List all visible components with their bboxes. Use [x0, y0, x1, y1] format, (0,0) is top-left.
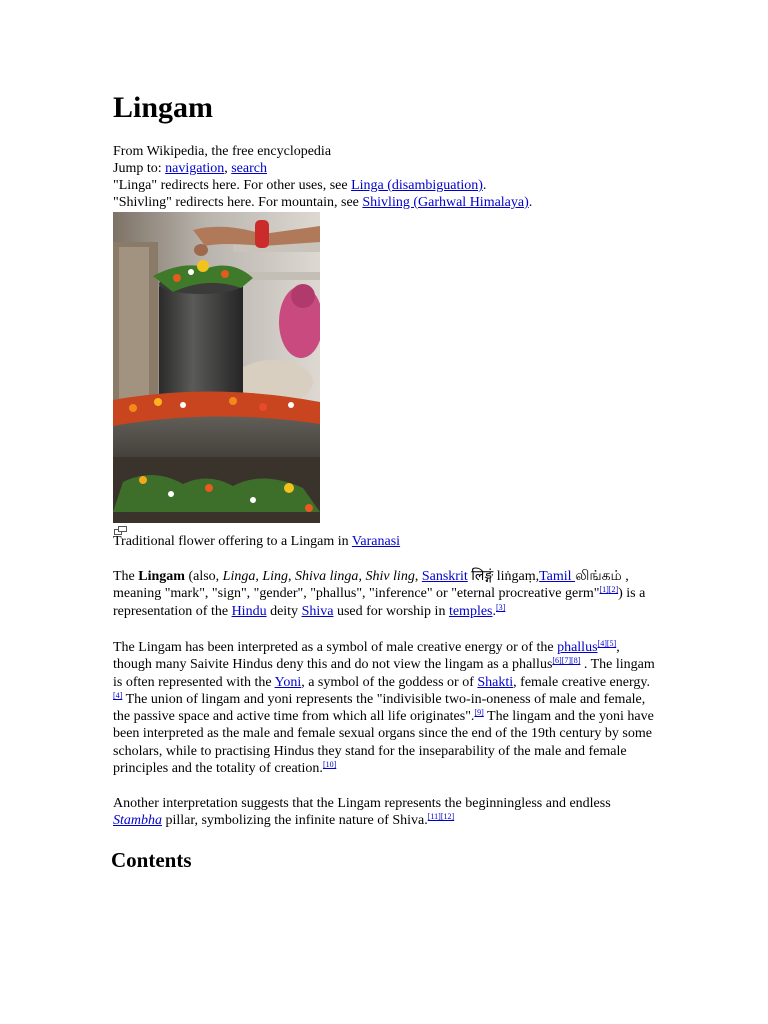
shiva-link[interactable]: Shiva	[301, 603, 334, 619]
image-caption: Traditional flower offering to a Lingam in Varanasi	[113, 534, 401, 549]
ref-11-12-link[interactable]: [11][12]	[427, 812, 455, 822]
page-title: Lingam	[113, 91, 214, 124]
varanasi-link[interactable]: Varanasi	[351, 534, 401, 549]
shivling-himalaya-link[interactable]: Shivling (Garhwal Himalaya)	[362, 195, 529, 210]
jump-search-link[interactable]: search	[231, 161, 267, 176]
yoni-link[interactable]: Yoni	[274, 674, 302, 690]
shakti-link[interactable]: Shakti	[477, 674, 514, 690]
contents-heading: Contents	[111, 848, 192, 872]
ref-10-link[interactable]: [10]	[322, 760, 337, 770]
ref-6-7-8-link[interactable]: [6][7][8]	[552, 656, 581, 666]
ref-9-link[interactable]: [9]	[474, 708, 484, 718]
temples-link[interactable]: temples	[448, 603, 493, 619]
ref-2-link[interactable]: [2]	[608, 585, 619, 595]
hindu-link[interactable]: Hindu	[231, 603, 267, 619]
jump-navigation-link[interactable]: navigation	[165, 161, 225, 176]
lingam-photo[interactable]	[113, 212, 320, 523]
stambha-link[interactable]: Stambha	[113, 813, 162, 829]
stambha-paragraph: Another interpretation suggests that the Lingam represents the beginningless and endless Stambha pillar, symbolizing the infinite nature of Shiva.[11][12]	[113, 796, 611, 829]
tamil-link[interactable]: Tamil	[539, 569, 576, 584]
site-tagline: From Wikipedia, the free encyclopedia	[113, 144, 332, 159]
intro-paragraph: The Lingam (also, Linga, Ling, Shiva linga, Shiv ling, Sanskrit लिङ्गं liṅgaṃ,Tamil லிங்கம் , meaning "mark", "sign", "gender", "phallus", "inference" or "eternal procreative germ"[1][2]) is a representation of the Hindu deity Shiva used for worship in temples.[3]	[113, 569, 646, 619]
ref-4-link[interactable]: [4]	[113, 690, 123, 700]
ref-3-link[interactable]: [3]	[496, 602, 506, 612]
hatnote-shivling: "Shivling" redirects here. For mountain, see Shivling (Garhwal Himalaya).	[113, 195, 533, 210]
sanskrit-link[interactable]: Sanskrit	[421, 569, 468, 584]
ref-4-5-link[interactable]: [4][5]	[597, 639, 617, 648]
phallus-link[interactable]: phallus	[557, 640, 598, 655]
jump-to-bar: Jump to: navigation, search	[113, 161, 267, 176]
interpretation-paragraph: The Lingam has been interpreted as a symbol of male creative energy or of the phallus[4][5], though many Saivite Hindus deny this and do not view the lingam as a phallus[6][7][8] . The lingam is often represented with the Yoni, a symbol of the goddess or of Shakti, female creative energy.[4] The union of lingam and yoni represents the "indivisible two-in-oneness of male and female, the passive space and active time from which all life originates".[9] The lingam and the yoni have been interpreted as the male and female sexual organs since the end of the 19th century by some scholars, while to practising Hindus they stand for the inseparability of the male and female principles and the totality of creation.[10]	[113, 639, 655, 777]
linga-disambiguation-link[interactable]: Linga (disambiguation)	[351, 178, 483, 193]
magnify-clip-icon[interactable]	[114, 522, 127, 531]
jump-to-label: Jump to:	[113, 161, 162, 176]
ref-1-link[interactable]: [1]	[599, 585, 609, 595]
hatnote-linga: "Linga" redirects here. For other uses, see Linga (disambiguation).	[113, 178, 487, 193]
